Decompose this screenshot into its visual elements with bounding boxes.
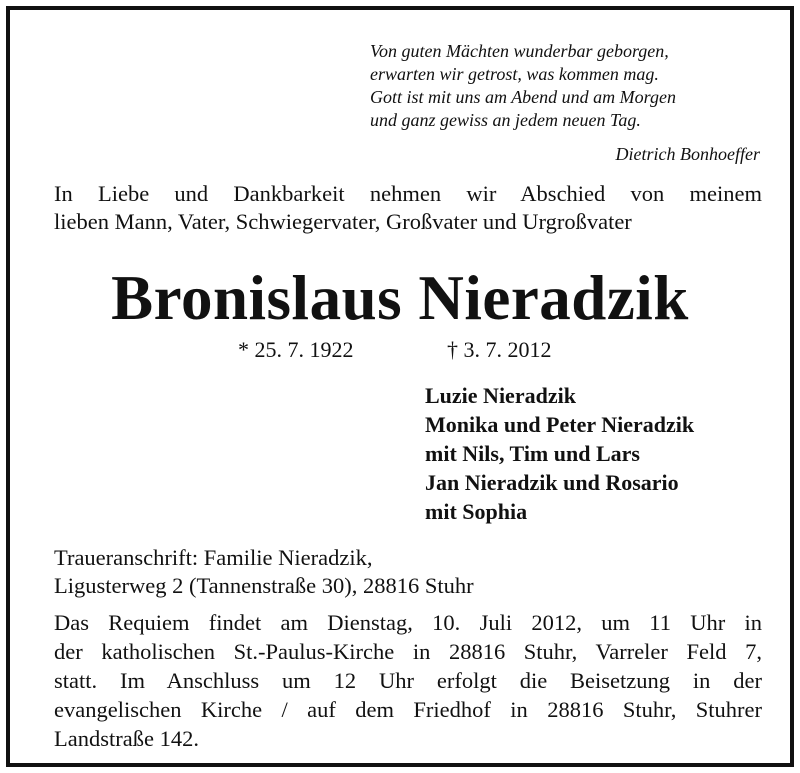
intro-line: lieben Mann, Vater, Schwiegervater, Großvater und Urgroßvater [54,209,632,234]
mourner-line: Luzie Nieradzik [425,383,576,408]
death-date: † 3. 7. 2012 [447,337,552,362]
quote-line: Gott ist mit uns am Abend und am Morgen [370,87,676,107]
requiem-line: evangelischen Kirche / auf dem Friedhof in 28816 Stuhr, Stuhrer [54,697,762,722]
mourner-line: Monika und Peter Nieradzik [425,412,695,437]
bonhoeffer-quote [370,40,756,132]
birth-date: * 25. 7. 1922 [238,337,354,362]
requiem-info [54,608,762,753]
requiem-line: Das Requiem findet am Dienstag, 10. Juli 2012, um 11 Uhr in [54,610,762,635]
quote-line: Von guten Mächten wunderbar geborgen, [370,41,669,61]
intro-text [54,180,762,236]
mourners-list [425,381,694,526]
address-line: Ligusterweg 2 (Tannenstraße 30), 28816 Stuhr [54,573,474,598]
mourner-line: mit Sophia [425,499,528,524]
requiem-line: statt. Im Anschluss um 12 Uhr erfolgt die Beisetzung in der [54,668,762,693]
requiem-line: der katholischen St.-Paulus-Kirche in 28816 Stuhr, Varreler Feld 7, [54,639,762,664]
mourner-line: Jan Nieradzik und Rosario [425,470,679,495]
quote-line: erwarten wir getrost, was kommen mag. [370,64,659,84]
mourning-address [54,544,474,600]
address-line: Traueranschrift: Familie Nieradzik, [54,545,373,570]
mourner-line: mit Nils, Tim und Lars [425,441,640,466]
intro-line: In Liebe und Dankbarkeit nehmen wir Abschied von meinem [54,181,762,206]
obituary-notice [6,6,794,767]
quote-author: Dietrich Bonhoeffer [615,144,760,164]
deceased-name: Bronislaus Nieradzik [111,263,689,333]
quote-line: und ganz gewiss an jedem neuen Tag. [370,110,641,130]
requiem-line: Landstraße 142. [54,726,199,751]
